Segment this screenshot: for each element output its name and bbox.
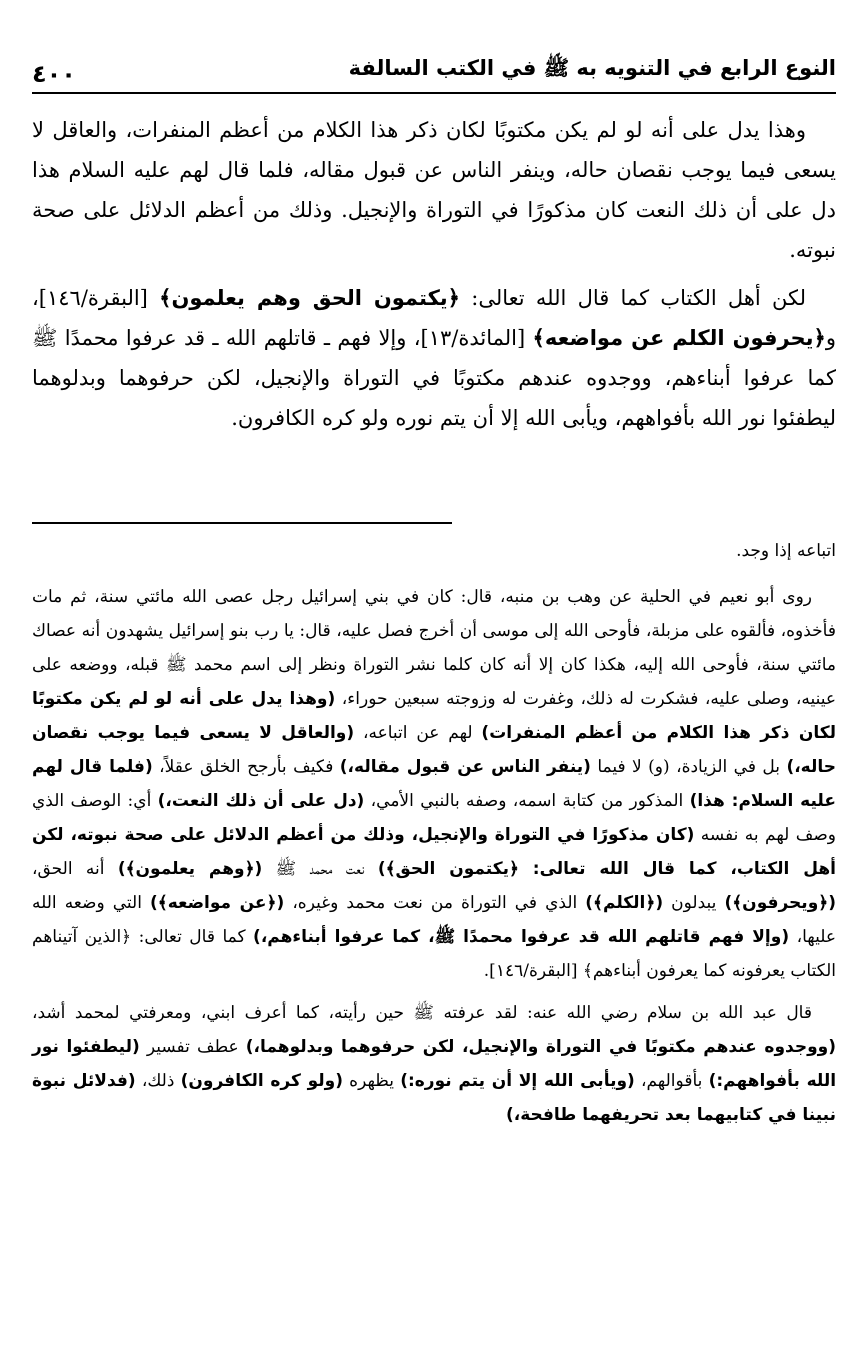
note2-bold: (ووجدوه عندهم مكتوبًا في التوراة والإنجيل، لكن حرفوهما وبدلوهما،)	[245, 1037, 836, 1057]
page-number: ٤٠٠	[32, 60, 76, 88]
note1-bold: (﴿وهم يعلمون﴾)	[117, 859, 263, 879]
main-p2-text-2: [البقرة/١٤٦]، و	[32, 286, 836, 350]
note1-bold: (كان مذكورًا في التوراة والإنجيل، وذلك من أعظم الدلائل على صحة نبوته، لكن أهل الكتاب، كما قال الله تعالى:	[32, 825, 836, 879]
note1-bold: (والعاقل لا يسعى فيما يوجب نقصان حاله،)	[32, 723, 836, 777]
note2-bold: (ويأبى الله إلا أن يتم نوره:)	[400, 1071, 635, 1091]
note1-text: فكيف بأرجح الخلق عقلاً،	[152, 757, 340, 777]
note2-text: عطف تفسير	[139, 1037, 246, 1057]
note-paragraph-1	[32, 580, 836, 988]
footnotes	[32, 534, 836, 1140]
note1-text: يبدلون	[663, 893, 725, 913]
running-header	[32, 52, 836, 94]
note1-text: أنه الحق،	[32, 859, 118, 879]
main-p2-text-3: [المائدة/١٣]، وإلا فهم ـ قاتلهم الله ـ قد عرفوا محمدًا ﷺ كما عرفوا أبناءهم، ووجدوه عندهم مكتوبًا في التوراة والإنجيل، لكن حرفوهما وبدلوهما ليطفئوا نور الله بأفواههم، ويأبى الله إلا أن يتم نوره ولو كره الكافرون.	[32, 326, 836, 430]
note1-bold: (فلما قال لهم عليه السلام: هذا)	[32, 757, 836, 811]
note1-text: المذكور من كتابة اسمه، وصفه بالنبي الأمي،	[364, 791, 690, 811]
main-text	[32, 110, 836, 438]
note1-bold: (﴿ويحرفون﴾)	[724, 893, 836, 913]
note1-text: بل في الزيادة،	[669, 757, 787, 777]
main-p2-quran-2: ﴿يحرفون الكلم عن مواضعه﴾	[532, 326, 826, 350]
note1-text: كما قال تعالى: ﴿الذين آتيناهم الكتاب يعرفونه كما يعرفون أبناءهم﴾ [البقرة/١٤٦].	[32, 927, 836, 981]
main-paragraph-1: وهذا يدل على أنه لو لم يكن مكتوبًا لكان ذكر هذا الكلام من أعظم المنفرات، والعاقل لا يسعى فيما يوجب نقصان حاله، وينفر الناس عن قبول مقاله، فلما قال لهم عليه السلام هذا دل على أن ذلك النعت كان مذكورًا في التوراة والإنجيل. وذلك من أعظم الدلائل على صحة نبوته.	[32, 118, 836, 262]
note1-text: الذي في التوراة من نعت محمد وغيره،	[284, 893, 586, 913]
main-p2-text-1: لكن أهل الكتاب كما قال الله تعالى:	[460, 286, 806, 310]
note1-bold: (﴿الكلم﴾)	[585, 893, 664, 913]
note1-bold: ﴿يكتمون الحق﴾)	[377, 859, 533, 879]
header-title: النوع الرابع في التنويه به ﷺ في الكتب السالفة	[348, 56, 836, 80]
note2-bold: (ليطفئوا نور الله بأفواههم:)	[32, 1037, 837, 1091]
note2-text: يظهره	[342, 1071, 401, 1091]
note-line-0: اتباعه إذا وجد.	[736, 541, 836, 561]
footnote-separator	[32, 522, 452, 524]
note1-text: نعت محمد ﷺ	[262, 859, 378, 879]
main-p2-quran-1: ﴿يكتمون الحق وهم يعلمون﴾	[159, 286, 460, 310]
note1-text: التي وضعه الله عليها،	[32, 893, 836, 947]
note2-text: ذلك،	[135, 1071, 181, 1091]
note1-text: روى أبو نعيم في الحلية عن وهب بن منبه، قال: كان في بني إسرائيل رجل عصى الله مائتي سنة، ثم مات فأخذوه، فألقوه على مزبلة، فأوحى الله إلى موسى أن أخرج فصل عليه، قال: يا رب بنو إسرائيل يشهدون أنه عصاك مائتي سنة، فأوحى الله إليه، هكذا كان إلا أنه كان كلما نشر التوراة ونظر إلى اسم محمد ﷺ قبله، ووضعه على عينيه، وصلى عليه، فشكرت له ذلك، وغفرت له وزوجته سبعين حوراء،	[32, 587, 836, 709]
note1-text: أي: الوصف الذي وصف لهم به نفسه	[32, 791, 836, 845]
note1-bold: (دل على أن ذلك النعت،)	[157, 791, 365, 811]
note1-text: لهم عن اتباعه،	[354, 723, 482, 743]
note2-text: قال عبد الله بن سلام رضي الله عنه: لقد عرفته ﷺ حين رأيته، كما أعرف ابني، ومعرفتي لمحمد أشد،	[32, 1003, 812, 1023]
note-paragraph-2	[32, 996, 836, 1132]
note1-bold: (﴿عن مواضعه﴾)	[149, 893, 285, 913]
note2-bold: (فدلائل نبوة نبينا في كتابيهما بعد تحريفهما طافحة،)	[32, 1071, 836, 1125]
note1-bold: (وهذا يدل على أنه لو لم يكن مكتوبًا لكان ذكر هذا الكلام من أعظم المنفرات)	[32, 689, 836, 743]
note2-bold: (ولو كره الكافرون)	[180, 1071, 343, 1091]
note1-bold: (ينفر الناس عن قبول مقاله،)	[339, 757, 591, 777]
note2-text: بأقوالهم،	[634, 1071, 709, 1091]
note1-text: (و) لا فيما	[590, 757, 670, 777]
main-paragraph-2	[32, 278, 836, 438]
note1-bold: (وإلا فهم قاتلهم الله قد عرفوا محمدًا ﷺ، كما عرفوا أبناءهم،)	[253, 927, 790, 947]
